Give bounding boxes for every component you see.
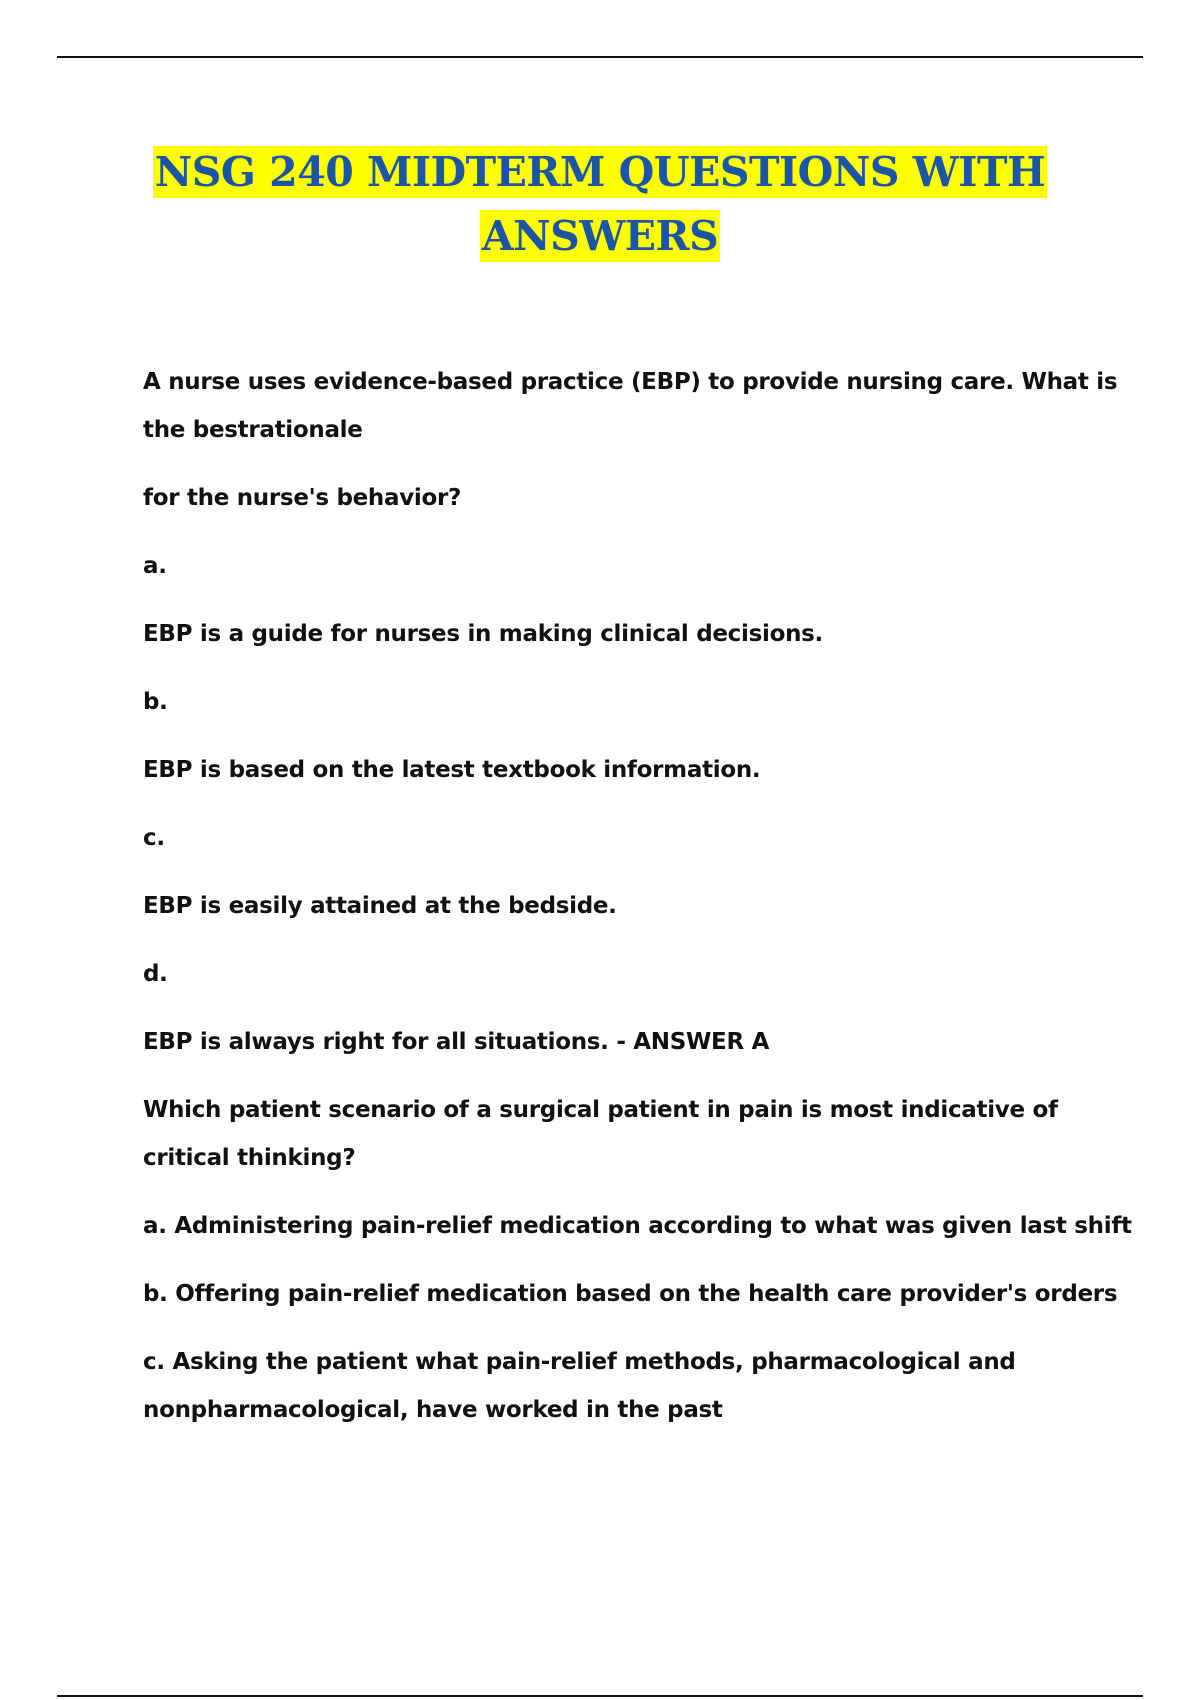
- document-title: [60, 140, 1140, 268]
- question-1-option-b-letter: b.: [143, 689, 168, 715]
- question-1-stem-part-2: for the nurse's behavior?: [143, 485, 462, 511]
- title-line-2: ANSWERS: [481, 212, 719, 260]
- bottom-rule: [57, 1695, 1143, 1697]
- title-line-1: NSG 240 MIDTERM QUESTIONS WITH: [154, 148, 1046, 196]
- document-body: [143, 358, 1143, 1454]
- question-2-stem: Which patient scenario of a surgical patient in pain is most indicative of critical thinking?: [143, 1097, 1058, 1171]
- question-2-option-c: c. Asking the patient what pain-relief methods, pharmacological and nonpharmacological, have worked in the past: [143, 1349, 1016, 1423]
- question-1-option-c-text: EBP is easily attained at the bedside.: [143, 893, 617, 919]
- question-1-option-a-text: EBP is a guide for nurses in making clinical decisions.: [143, 621, 823, 647]
- question-1-option-d-text-answer: EBP is always right for all situations. - ANSWER A: [143, 1029, 770, 1055]
- question-1-option-d-letter: d.: [143, 961, 168, 987]
- question-1-option-a-letter: a.: [143, 553, 167, 579]
- question-2-option-a: a. Administering pain-relief medication according to what was given last shift: [143, 1213, 1132, 1239]
- question-1-option-b-text: EBP is based on the latest textbook information.: [143, 757, 761, 783]
- question-1-option-c-letter: c.: [143, 825, 165, 851]
- question-2-option-b: b. Offering pain-relief medication based on the health care provider's orders: [143, 1281, 1118, 1307]
- question-1-stem-part-1: A nurse uses evidence-based practice (EBP) to provide nursing care. What is the bestrationale: [143, 369, 1118, 443]
- top-rule: [57, 56, 1143, 58]
